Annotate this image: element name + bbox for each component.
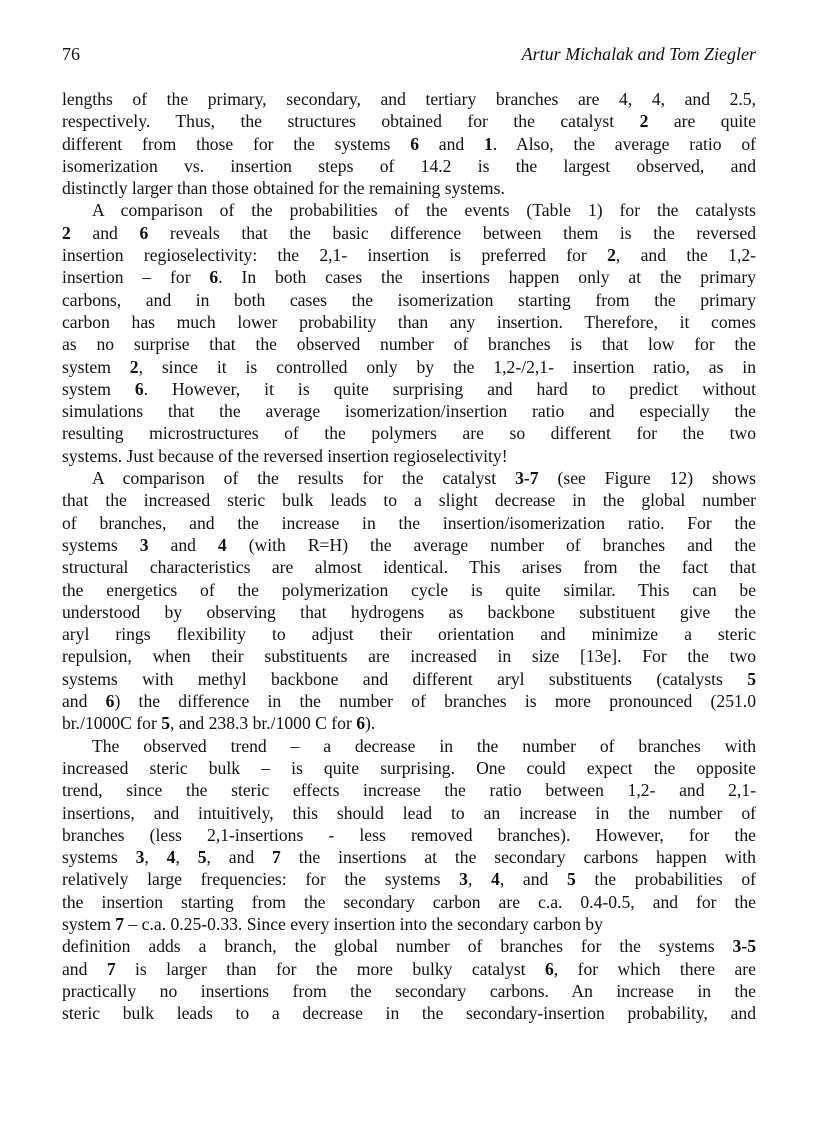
text-segment: system	[62, 378, 135, 399]
text-line	[62, 779, 756, 801]
text-line	[62, 802, 756, 824]
page-number: 76	[62, 44, 80, 64]
text-line	[62, 623, 756, 645]
text-segment: aryl rings flexibility to adjust their orientation and minimize a steric	[62, 624, 756, 645]
text-line	[62, 489, 756, 511]
text-segment: ,	[175, 847, 198, 868]
text-line	[62, 333, 756, 355]
bold-compound-ref: 7	[115, 913, 125, 934]
text-segment: carbon has much lower probability than any insertion. Therefore, it comes	[62, 311, 756, 332]
text-segment: , and	[499, 869, 568, 890]
text-segment: , and the 1,2-	[615, 245, 756, 266]
text-segment: system	[62, 356, 130, 377]
text-segment: increased steric bulk – is quite surprising. One could expect the opposite	[62, 757, 756, 778]
text-line	[62, 400, 756, 422]
text-segment: ).	[365, 713, 376, 734]
text-segment: ,	[467, 869, 492, 890]
text-segment: . However, it is quite surprising and hard to predict without	[143, 378, 756, 399]
bold-compound-ref: 1	[484, 133, 493, 154]
text-line	[62, 222, 756, 244]
text-line	[62, 244, 756, 266]
text-segment: systems with methyl backbone and different aryl substituents (catalysts	[62, 668, 748, 689]
text-line	[62, 534, 756, 556]
bold-compound-ref: 3	[459, 869, 468, 890]
text-segment: (see Figure 12) shows	[538, 468, 756, 489]
text-segment: . In both cases the insertions happen only at the primary	[218, 267, 756, 288]
body-text	[62, 88, 756, 1024]
text-segment: that the increased steric bulk leads to a slight decrease in the global number	[62, 490, 756, 511]
text-line	[62, 958, 756, 980]
text-segment: carbons, and in both cases the isomerization starting from the primary	[62, 289, 756, 310]
text-segment: br./1000C for	[62, 713, 162, 734]
text-segment: practically no insertions from the secondary carbons. An increase in the	[62, 980, 756, 1001]
text-segment: ) the difference in the number of branches is more pronounced (251.0	[114, 691, 756, 712]
text-line	[62, 1002, 756, 1024]
text-segment: steric bulk leads to a decrease in the secondary-insertion probability, and	[62, 1003, 756, 1024]
text-segment: trend, since the steric effects increase the ratio between 1,2- and 2,1-	[62, 780, 756, 801]
text-segment: branches (less 2,1-insertions - less removed branches). However, for the	[62, 824, 756, 845]
bold-compound-ref: 2	[639, 111, 649, 132]
bold-compound-ref: 5	[567, 869, 576, 890]
bold-compound-ref: 6	[209, 267, 219, 288]
text-line	[62, 757, 756, 779]
bold-compound-ref: 7	[272, 847, 281, 868]
text-segment: insertion – for	[62, 267, 210, 288]
bold-compound-ref: 6	[356, 713, 365, 734]
text-line	[62, 512, 756, 534]
text-segment: systems	[62, 847, 136, 868]
text-line	[62, 133, 756, 155]
text-line	[62, 378, 756, 400]
text-line	[62, 712, 756, 734]
text-line	[62, 645, 756, 667]
text-line	[62, 935, 756, 957]
bold-compound-ref: 4	[491, 869, 500, 890]
text-line	[62, 868, 756, 890]
text-segment: insertion regioselectivity: the 2,1- insertion is preferred for	[62, 245, 608, 266]
text-segment: The observed trend – a decrease in the number of branches with	[92, 735, 756, 756]
text-line	[62, 110, 756, 132]
text-line	[62, 177, 756, 199]
text-segment: the insertion starting from the secondary carbon are c.a. 0.4-0.5, and for the	[62, 891, 756, 912]
text-segment: isomerization vs. insertion steps of 14.2 is the largest observed, and	[62, 155, 756, 176]
bold-compound-ref: 2	[607, 245, 616, 266]
text-segment: , since it is controlled only by the 1,2-/2,1- insertion ratio, as in	[138, 356, 756, 377]
text-segment: systems. Just because of the reversed insertion regioselectivity!	[62, 445, 508, 466]
text-line	[62, 556, 756, 578]
text-segment: different from those for the systems	[62, 133, 411, 154]
text-segment: understood by observing that hydrogens as backbone substituent give the	[62, 601, 756, 622]
text-line	[62, 579, 756, 601]
text-segment: and	[70, 222, 140, 243]
bold-compound-ref: 2	[62, 222, 71, 243]
bold-compound-ref: 6	[134, 378, 144, 399]
text-line	[62, 690, 756, 712]
text-line	[62, 668, 756, 690]
text-line	[62, 891, 756, 913]
text-segment: and	[148, 534, 218, 555]
text-line	[62, 980, 756, 1002]
text-line	[62, 824, 756, 846]
text-segment: are quite	[648, 111, 756, 132]
text-segment: ,	[144, 847, 167, 868]
text-segment: reveals that the basic difference between them is the reversed	[148, 222, 756, 243]
text-segment: the insertions at the secondary carbons happen with	[280, 847, 756, 868]
running-header: Artur Michalak and Tom Ziegler	[521, 44, 756, 64]
bold-compound-ref: 2	[129, 356, 139, 377]
text-segment: repulsion, when their substituents are increased in size [13e]. For the two	[62, 646, 756, 667]
bold-compound-ref: 3	[139, 534, 149, 555]
text-line	[62, 913, 756, 935]
text-line	[62, 467, 756, 489]
text-segment: . Also, the average ratio of	[492, 133, 756, 154]
text-segment: as no surprise that the observed number of branches is that low for the	[62, 334, 756, 355]
bold-compound-ref: 3	[135, 847, 145, 868]
text-line	[62, 289, 756, 311]
text-segment: (with R=H) the average number of branches and the	[226, 534, 756, 555]
bold-compound-ref: 6	[105, 691, 115, 712]
text-segment: respectively. Thus, the structures obtained for the catalyst	[62, 111, 640, 132]
text-segment: lengths of the primary, secondary, and tertiary branches are 4, 4, and 2.5,	[62, 89, 756, 109]
text-line	[62, 846, 756, 868]
bold-compound-ref: 5	[197, 847, 207, 868]
bold-compound-ref: 5	[161, 713, 171, 734]
text-segment: , and	[206, 847, 273, 868]
text-line	[62, 199, 756, 221]
text-line	[62, 311, 756, 333]
text-segment: resulting microstructures of the polymers are so different for the two	[62, 423, 756, 444]
text-line	[62, 266, 756, 288]
bold-compound-ref: 4	[217, 534, 227, 555]
bold-compound-ref: 6	[410, 133, 419, 154]
text-segment: the energetics of the polymerization cycle is quite similar. This can be	[62, 579, 756, 600]
text-line	[62, 445, 756, 467]
text-line	[62, 155, 756, 177]
text-segment: simulations that the average isomerization/insertion ratio and especially the	[62, 401, 756, 422]
bold-compound-ref: 4	[166, 847, 176, 868]
text-segment: relatively large frequencies: for the systems	[62, 869, 460, 890]
text-segment: the probabilities of	[575, 869, 756, 890]
bold-compound-ref: 6	[544, 958, 554, 979]
text-line	[62, 735, 756, 757]
text-segment: insertions, and intuitively, this should lead to an increase in the number of	[62, 802, 756, 823]
text-segment: A comparison of the results for the catalyst	[92, 468, 516, 489]
text-segment: – c.a. 0.25-0.33. Since every insertion into the secondary carbon by	[124, 913, 603, 934]
text-segment: systems	[62, 534, 140, 555]
bold-compound-ref: 3-7	[515, 468, 539, 489]
text-segment: , for which there are	[553, 958, 756, 979]
text-line	[62, 422, 756, 444]
text-line	[62, 601, 756, 623]
text-segment: definition adds a branch, the global number of branches for the systems	[62, 936, 733, 957]
bold-compound-ref: 5	[747, 668, 756, 689]
text-segment: and	[418, 133, 485, 154]
text-segment: of branches, and the increase in the insertion/isomerization ratio. For the	[62, 512, 756, 533]
bold-compound-ref: 7	[106, 958, 116, 979]
text-segment: A comparison of the probabilities of the events (Table 1) for the catalysts	[92, 200, 756, 221]
text-segment: structural characteristics are almost identical. This arises from the fact that	[62, 557, 756, 578]
bold-compound-ref: 3-5	[732, 936, 756, 957]
text-segment: and	[62, 691, 106, 712]
text-segment: system	[62, 913, 116, 934]
text-segment: distinctly larger than those obtained for the remaining systems.	[62, 178, 505, 199]
text-line	[62, 88, 756, 110]
text-segment: is larger than for the more bulky catalyst	[115, 958, 545, 979]
bold-compound-ref: 6	[139, 222, 149, 243]
text-line	[62, 356, 756, 378]
text-segment: , and 238.3 br./1000 C for	[170, 713, 357, 734]
text-segment: and	[62, 958, 107, 979]
